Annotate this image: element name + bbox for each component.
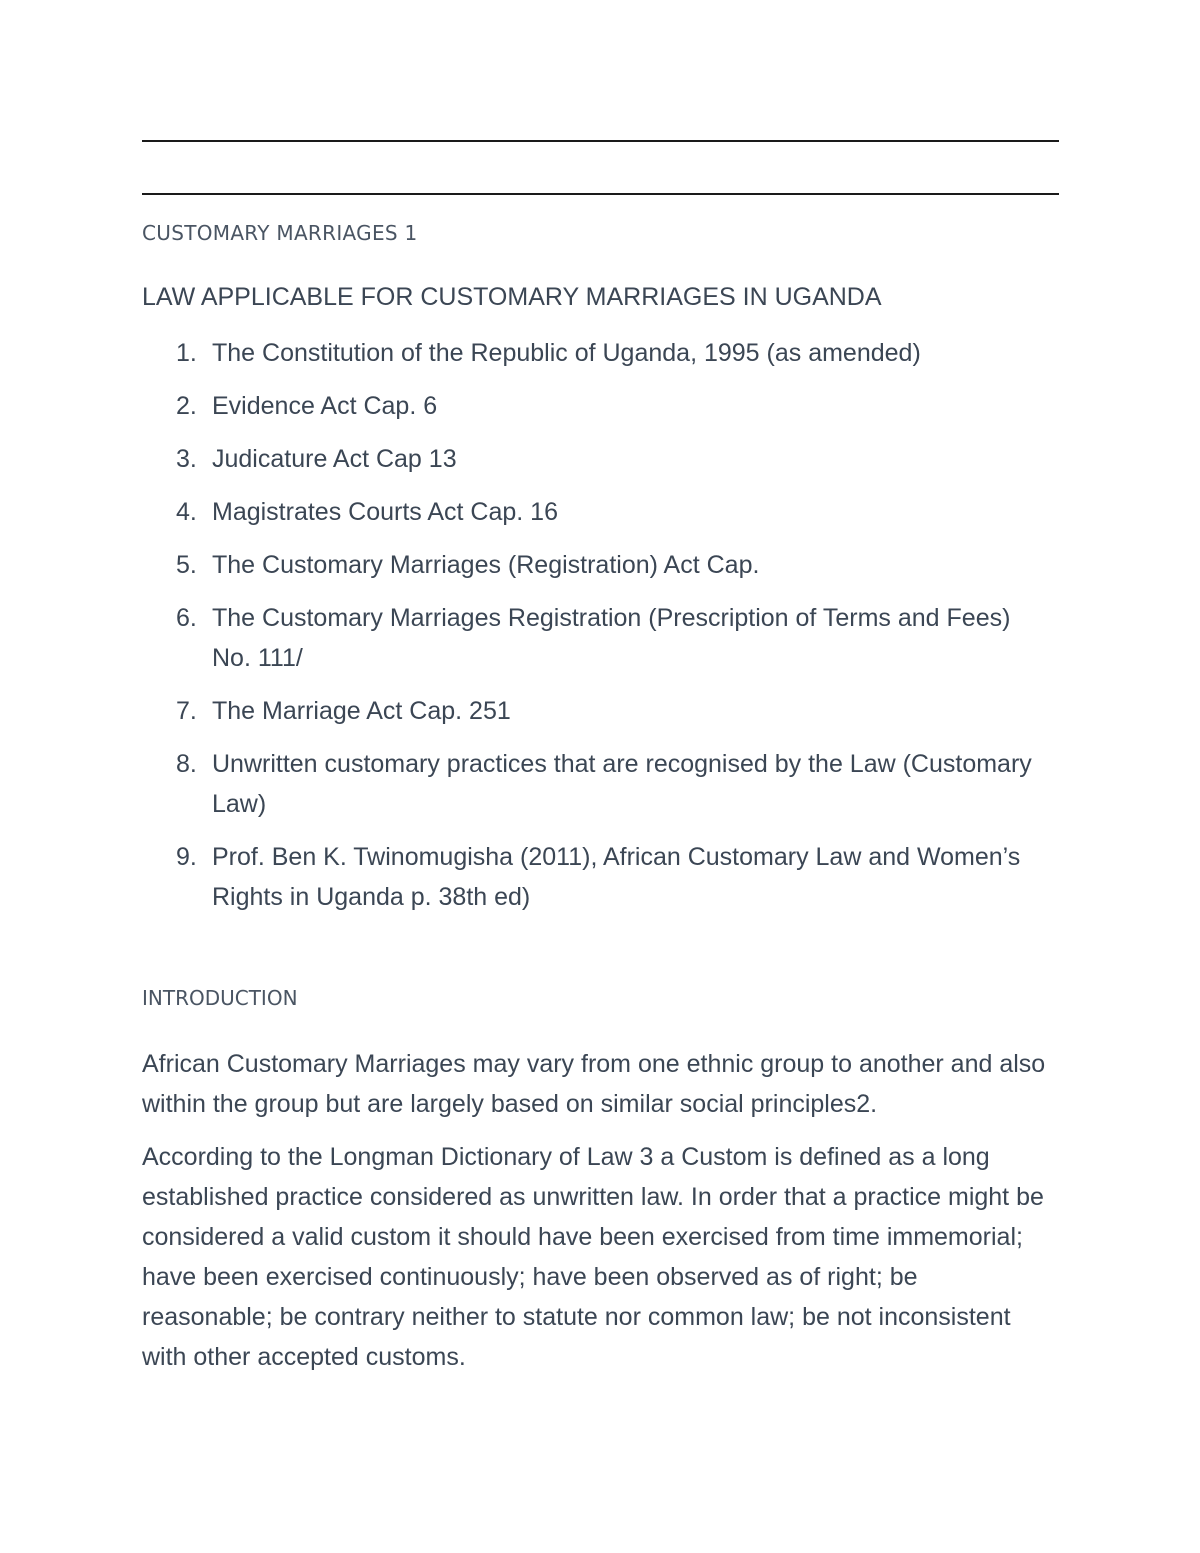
list-item-text: Magistrates Courts Act Cap. 16 (212, 498, 558, 526)
list-item (142, 744, 1042, 824)
list-item (142, 545, 1042, 585)
list-item-text: Unwritten customary practices that are recognised by the Law (Customary Law) (212, 750, 1032, 818)
header-rule-bottom (142, 193, 1059, 195)
list-item (142, 598, 1042, 678)
list-item-number: 1. (176, 339, 197, 367)
list-item (142, 492, 1042, 532)
list-item-text: The Customary Marriages Registration (Prescription of Terms and Fees) No. 111/ (212, 604, 1011, 672)
list-item (142, 333, 1042, 373)
list-item-number: 5. (176, 551, 197, 579)
list-item-number: 4. (176, 498, 197, 526)
intro-paragraph: According to the Longman Dictionary of Law 3 a Custom is defined as a long established practice considered as unwritten law. In order that a practice might be considered a valid custom it should have been exercised from time immemorial; have been exercised continuously; have been observed as of right; be reasonable; be contrary neither to statute nor common law; be not inconsistent with other accepted customs. (142, 1143, 1044, 1371)
list-item-number: 8. (176, 750, 197, 778)
list-item-number: 3. (176, 445, 197, 473)
list-item (142, 386, 1042, 426)
section-heading-introduction: INTRODUCTION (142, 986, 298, 1010)
list-item-number: 6. (176, 604, 197, 632)
list-item-text: Prof. Ben K. Twinomugisha (2011), African Customary Law and Women’s Rights in Uganda p. 38th ed) (212, 843, 1021, 911)
list-item-number: 2. (176, 392, 197, 420)
header-rule-top (142, 140, 1059, 142)
list-item-text: The Marriage Act Cap. 251 (212, 697, 511, 725)
list-item-number: 9. (176, 843, 197, 871)
page-title: LAW APPLICABLE FOR CUSTOMARY MARRIAGES IN UGANDA (142, 283, 882, 311)
list-item-number: 7. (176, 697, 197, 725)
list-item (142, 691, 1042, 731)
list-item (142, 837, 1042, 917)
intro-paragraph: African Customary Marriages may vary from one ethnic group to another and also within the group but are largely based on similar social principles2. (142, 1050, 1046, 1118)
list-item-text: Judicature Act Cap 13 (212, 445, 457, 473)
list-item-text: The Customary Marriages (Registration) Act Cap. (212, 551, 760, 579)
list-item (142, 439, 1042, 479)
running-head: CUSTOMARY MARRIAGES 1 (142, 221, 418, 245)
list-item-text: The Constitution of the Republic of Uganda, 1995 (as amended) (212, 339, 921, 367)
law-list (142, 333, 1042, 930)
list-item-text: Evidence Act Cap. 6 (212, 392, 438, 420)
